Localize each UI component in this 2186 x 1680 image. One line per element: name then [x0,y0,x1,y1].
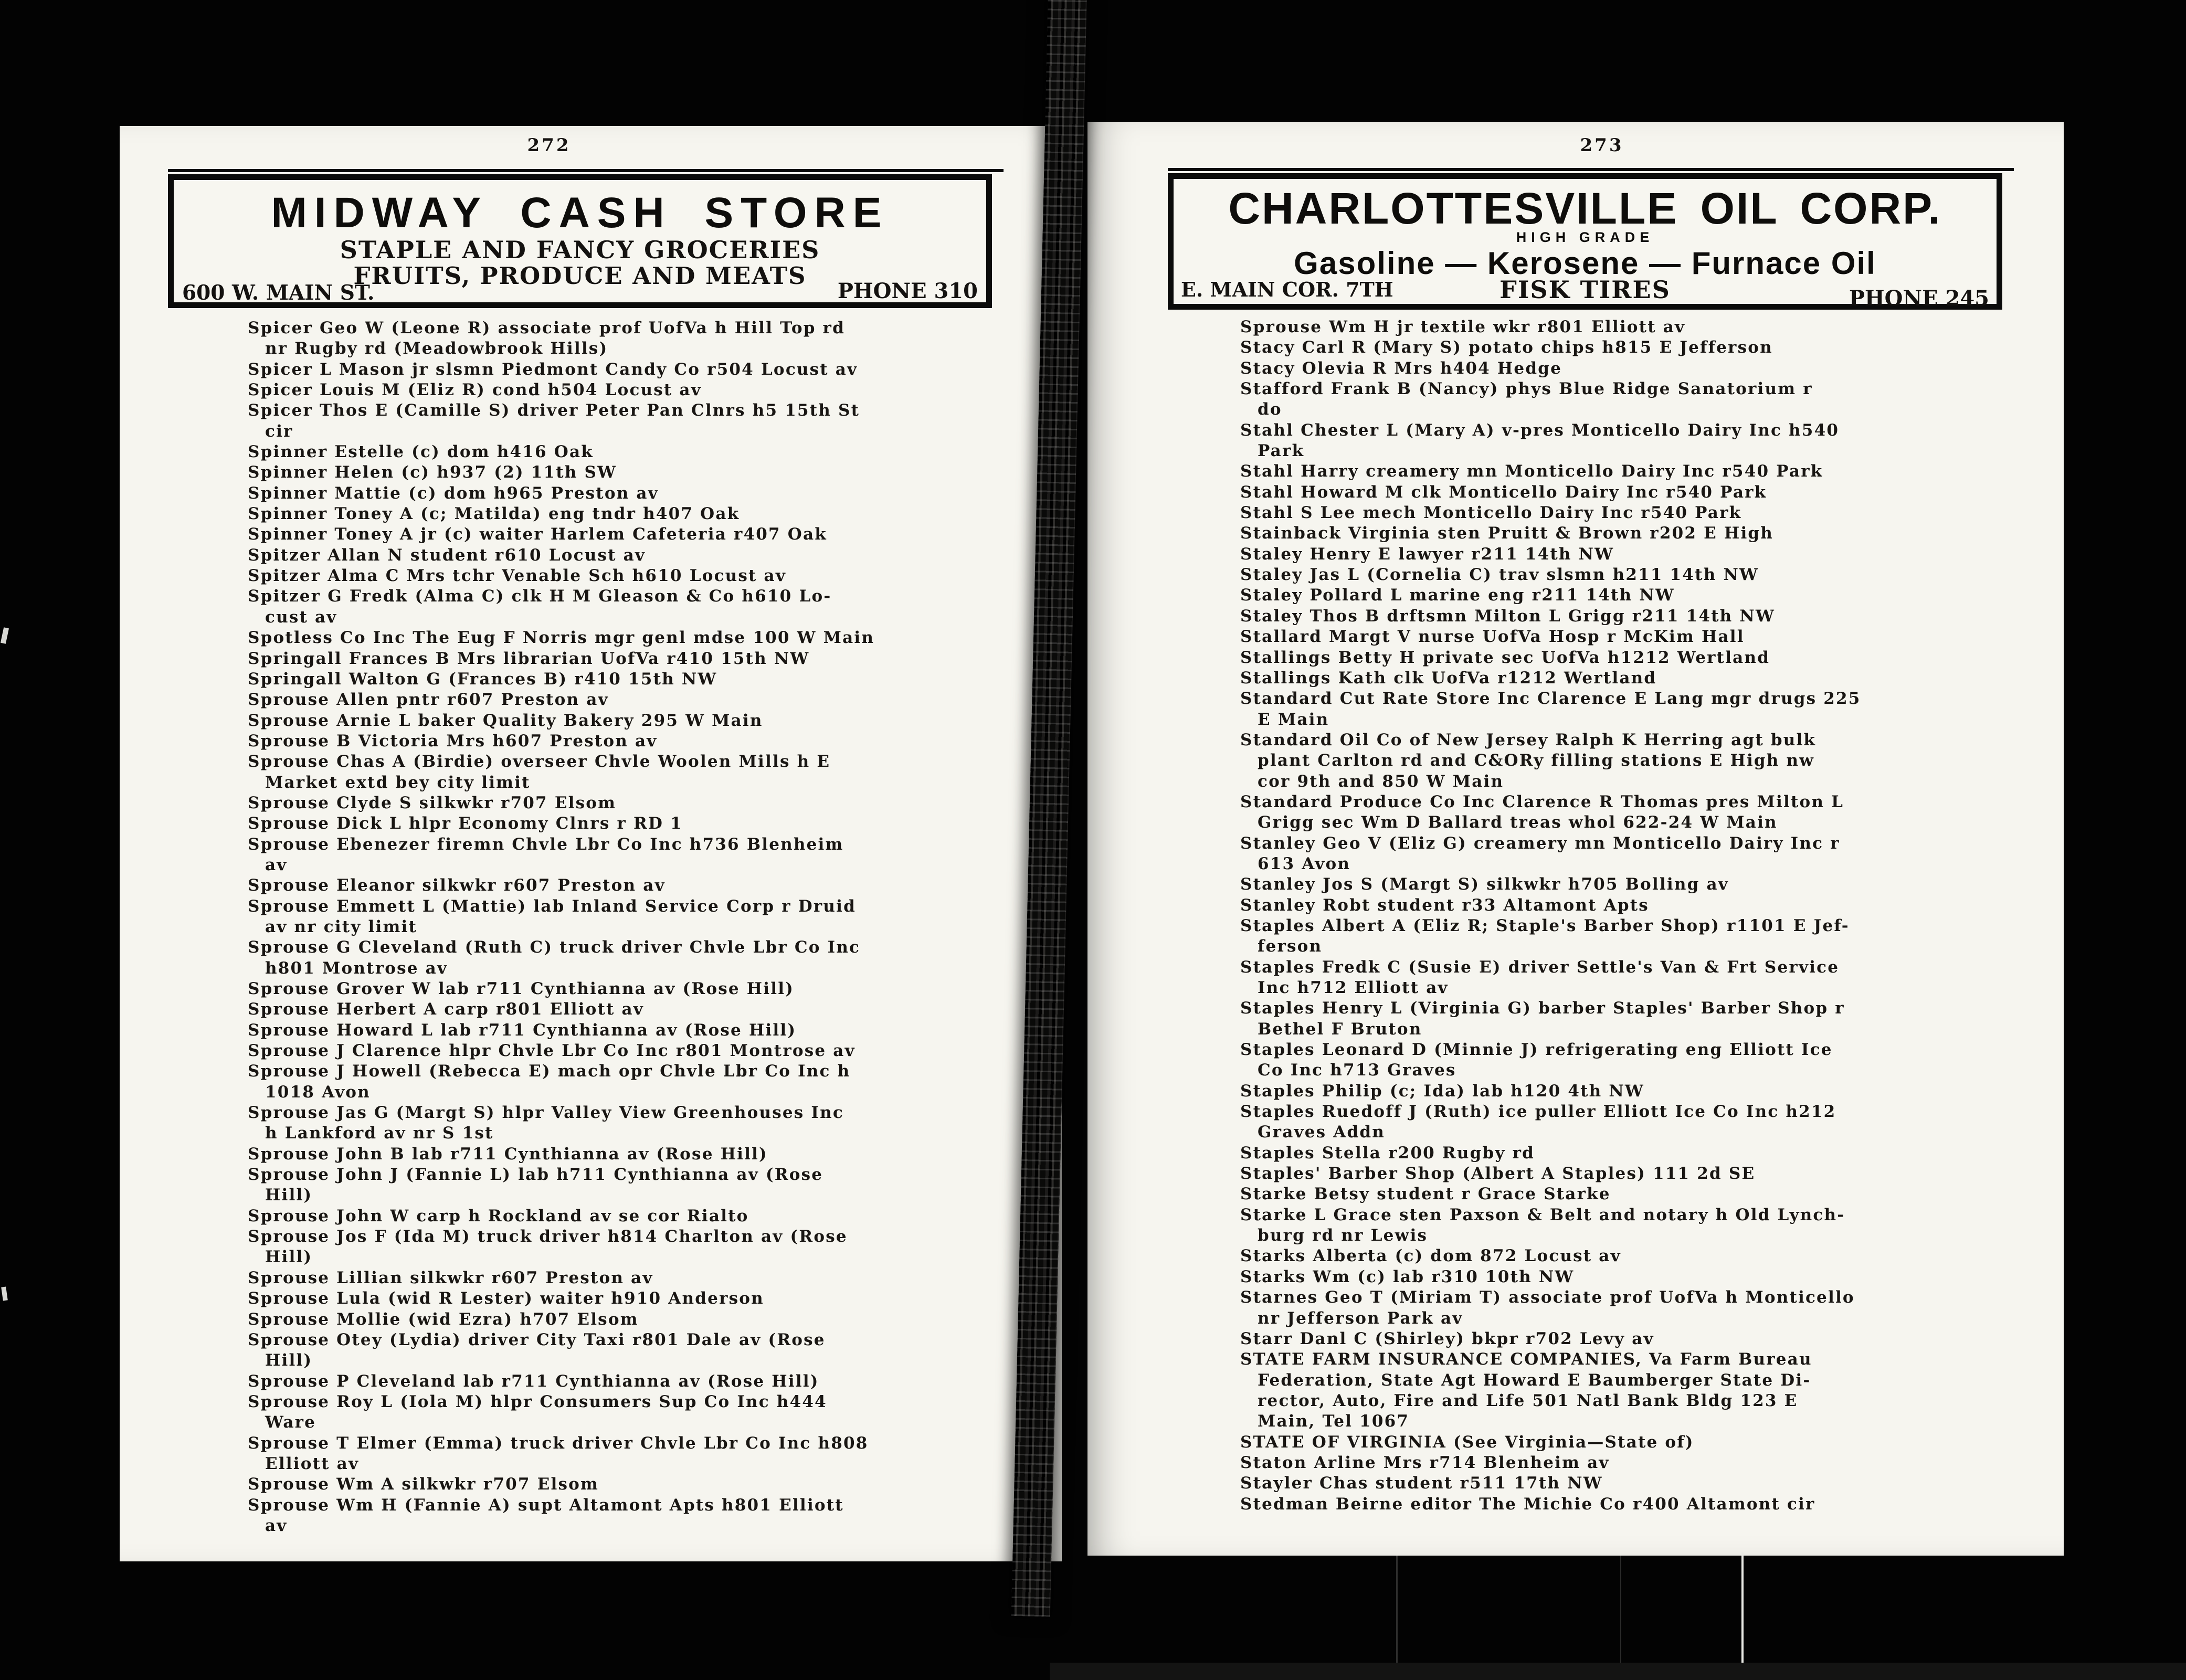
directory-entry-line: Standard Oil Co of New Jersey Ralph K Herring agt bulk [1240,730,1817,749]
directory-entry-line: Stahl Harry creamery mn Monticello Dairy Inc r540 Park [1240,462,1823,481]
directory-entry-line: Hill) [265,1351,313,1370]
directory-entry-line: Staley Thos B drftsmn Milton L Grigg r211 14th NW [1240,606,1775,626]
oil-corp-ad-title: CHARLOTTESVILLE OIL CORP. [1228,184,1942,233]
directory-entry-line: h Lankford av nr S 1st [265,1124,494,1143]
directory-entry-line: Staples Ruedoff J (Ruth) ice puller Elliott Ice Co Inc h212 [1240,1102,1836,1122]
directory-entry-line: Stanley Geo V (Eliz G) creamery mn Monticello Dairy Inc r [1240,833,1840,853]
oil-corp-products-line: Gasoline — Kerosene — Furnace Oil [1294,246,1876,281]
directory-entry-line: Sprouse Jos F (Ida M) truck driver h814 Charlton av (Rose [248,1227,848,1246]
midway-ad-address: 600 W. MAIN ST. [182,281,375,305]
directory-entry-line: h801 Montrose av [265,958,448,978]
directory-entry-line: Sprouse Wm H jr textile wkr r801 Elliott av [1240,318,1686,336]
directory-entry-line: Co Inc h713 Graves [1258,1061,1456,1080]
oil-corp-ad-phone: PHONE 245 [1849,286,1989,311]
directory-entry-line: Sprouse J Howell (Rebecca E) mach opr Chvle Lbr Co Inc h [248,1062,851,1081]
directory-entry-line: Spicer Geo W (Leone R) associate prof UofVa h Hill Top rd [248,319,845,337]
directory-entry-line: Spicer Thos E (Camille S) driver Peter Pan Clnrs h5 15th St [248,401,860,420]
directory-entry-line: Staley Pollard L marine eng r211 14th NW [1240,586,1675,605]
directory-entry-line: Starks Wm (c) lab r310 10th NW [1240,1267,1575,1286]
directory-entry-line: Graves Addn [1258,1123,1386,1142]
directory-entry-line: Sprouse Lula (wid R Lester) waiter h910 Anderson [248,1289,764,1308]
directory-entry-line: Sprouse Lillian silkwkr r607 Preston av [248,1268,653,1287]
directory-entry-line: Staley Jas L (Cornelia C) trav slsmn h211 14th NW [1240,565,1759,585]
directory-entry-line: Sprouse Eleanor silkwkr r607 Preston av [248,876,666,895]
directory-entry-line: Bethel F Bruton [1258,1019,1422,1039]
scan-streak-gray-2 [1620,1556,1621,1680]
directory-column-right [1240,317,2017,1515]
directory-entry-line: Elliott av [265,1454,360,1473]
directory-entry-line: Main, Tel 1067 [1258,1412,1410,1431]
directory-entry-line: Standard Produce Co Inc Clarence R Thomas pres Milton L [1240,792,1844,811]
directory-entry-line: Staples Fredk C (Susie E) driver Settle's Van & Frt Service [1240,957,1840,977]
directory-entry-line: nr Rugby rd (Meadowbrook Hills) [265,339,608,358]
directory-entry-line: Sprouse Chas A (Birdie) overseer Chvle Woolen Mills h E [248,752,831,772]
directory-entry-line: Spinner Helen (c) h937 (2) 11th SW [248,463,617,482]
directory-entry-line: Sprouse J Clarence hlpr Chvle Lbr Co Inc r801 Montrose av [248,1041,856,1061]
directory-column-left [248,318,983,1536]
directory-entry-line: Staples Stella r200 Rugby rd [1240,1143,1535,1163]
page-number-left: 272 [527,135,571,156]
directory-entry-line: Sprouse Wm A silkwkr r707 Elsom [248,1475,599,1494]
directory-entry-line: Park [1258,441,1305,461]
midway-ad-title: MIDWAY CASH STORE [271,189,889,237]
directory-entry-line: Sprouse Dick L hlpr Economy Clnrs r RD 1 [248,814,683,833]
directory-entry-line: plant Carlton rd and C&ORy filling stations E High nw [1258,751,1815,770]
directory-entry-line: cust av [265,607,337,627]
directory-entry-line: Sprouse Arnie L baker Quality Bakery 295 W Main [248,711,763,730]
directory-entry-line: Stacy Carl R (Mary S) potato chips h815 E Jefferson [1240,338,1773,357]
directory-entry-line: Hill) [265,1186,313,1205]
directory-entry-line: Stayler Chas student r511 17th NW [1240,1474,1603,1493]
midway-ad-box [168,174,992,308]
ad-box-top-rule-left [168,169,1004,172]
directory-entry-line: Sprouse Clyde S silkwkr r707 Elsom [248,793,617,812]
directory-entry-line: Sprouse G Cleveland (Ruth C) truck driver Chvle Lbr Co Inc [248,938,861,957]
directory-entry-line: Stahl Chester L (Mary A) v-pres Monticello Dairy Inc h540 [1240,420,1840,440]
directory-entry-line: Spitzer G Fredk (Alma C) clk H M Gleason & Co h610 Lo- [248,587,832,606]
directory-entry-line: Inc h712 Elliott av [1258,978,1449,997]
directory-entry-line: Stahl S Lee mech Monticello Dairy Inc r540 Park [1240,503,1742,523]
directory-entry-line: E Main [1258,710,1329,729]
midway-ad-subtitle-1: STAPLE AND FANCY GROCERIES [340,236,820,264]
directory-entry-line: Sprouse John J (Fannie L) lab h711 Cynthianna av (Rose [248,1165,823,1185]
directory-entry-line: Hill) [265,1248,313,1267]
directory-entry-line: Sprouse Allen pntr r607 Preston av [248,690,609,710]
directory-entry-line: Sprouse P Cleveland lab r711 Cynthianna av (Rose Hill) [248,1371,819,1391]
directory-entry-line: Spitzer Allan N student r610 Locust av [248,545,646,565]
directory-entry-line: Spinner Mattie (c) dom h965 Preston av [248,483,659,503]
directory-entry-line: Staples Philip (c; Ida) lab h120 4th NW [1240,1081,1644,1101]
directory-entry-line: Staton Arline Mrs r714 Blenheim av [1240,1453,1610,1472]
directory-entry-line: Spitzer Alma C Mrs tchr Venable Sch h610 Locust av [248,566,787,586]
scan-edge-band [1050,1663,2186,1680]
directory-entry-line: Spinner Estelle (c) dom h416 Oak [248,442,594,462]
directory-entry-line: Sprouse B Victoria Mrs h607 Preston av [248,731,658,751]
directory-entry-line: Stallard Margt V nurse UofVa Hosp r McKim Hall [1240,627,1745,647]
directory-entry-line: Stallings Kath clk UofVa r1212 Wertland [1240,668,1657,688]
directory-entry-line: av [265,855,288,874]
directory-entry-line: cor 9th and 850 W Main [1258,772,1504,791]
directory-entry-line: Staples Leonard D (Minnie J) refrigerating eng Elliott Ice [1240,1040,1833,1060]
directory-entry-line: Sprouse Ebenezer firemn Chvle Lbr Co Inc h736 Blenheim [248,834,844,854]
directory-entry-line: Sprouse Otey (Lydia) driver City Taxi r801 Dale av (Rose [248,1330,826,1349]
scan-streak-white [1741,1552,1744,1676]
directory-entry-line: Springall Walton G (Frances B) r410 15th NW [248,669,717,689]
scan-streak-gray-1 [1396,1556,1398,1680]
scan-speck-1 [1,627,9,643]
directory-entry-line: av [265,1516,288,1535]
directory-entry-line: Spinner Toney A jr (c) waiter Harlem Cafeteria r407 Oak [248,525,827,544]
directory-entry-line: Stafford Frank B (Nancy) phys Blue Ridge Sanatorium r [1240,379,1813,399]
oil-corp-center-note: FISK TIRES [1499,276,1671,304]
directory-entry-line: Sprouse Herbert A carp r801 Elliott av [248,1000,644,1019]
directory-entry-line: av nr city limit [265,917,417,936]
directory-entry-line: STATE FARM INSURANCE COMPANIES, Va Farm Bureau [1240,1350,1812,1369]
directory-entry-line: Staley Henry E lawyer r211 14th NW [1240,544,1614,564]
directory-entry-line: Sprouse Emmett L (Mattie) lab Inland Service Corp r Druid [248,896,856,916]
directory-entry-line: Standard Cut Rate Store Inc Clarence E Lang mgr drugs 225 [1240,689,1861,709]
directory-entry-line: Starks Alberta (c) dom 872 Locust av [1240,1246,1621,1266]
directory-entry-line: 613 Avon [1258,854,1351,873]
midway-ad-phone: PHONE 310 [837,279,978,303]
directory-entry-line: burg rd nr Lewis [1258,1226,1428,1245]
directory-entry-line: Starke L Grace sten Paxson & Belt and notary h Old Lynch- [1240,1205,1845,1224]
scan-speck-2 [1,1287,8,1301]
directory-entry-line: Sprouse Wm H (Fannie A) supt Altamont Apts h801 Elliott [248,1495,844,1515]
directory-entry-line: Sprouse John W carp h Rockland av se cor Rialto [248,1206,749,1225]
page-right [1087,122,2064,1556]
directory-entry-line: do [1258,400,1282,419]
directory-entry-line: Stanley Jos S (Margt S) silkwkr h705 Bolling av [1240,875,1729,894]
directory-entry-line: Stainback Virginia sten Pruitt & Brown r202 E High [1240,524,1774,543]
directory-entry-line: Sprouse John B lab r711 Cynthianna av (Rose Hill) [248,1144,768,1164]
directory-entry-line: Sprouse Roy L (Iola M) hlpr Consumers Sup Co Inc h444 [248,1392,827,1411]
directory-entry-line: Ware [265,1413,316,1432]
directory-entry-line: Sprouse Jas G (Margt S) hlpr Valley View Greenhouses Inc [248,1103,844,1123]
directory-entry-line: Spicer Louis M (Eliz R) cond h504 Locust av [248,381,702,400]
directory-entry-line: Sprouse T Elmer (Emma) truck driver Chvle Lbr Co Inc h808 [248,1433,869,1453]
directory-entry-line: rector, Auto, Fire and Life 501 Natl Bank Bldg 123 E [1258,1391,1798,1410]
midway-ad-subtitle-2: FRUITS, PRODUCE AND MEATS [353,262,807,290]
directory-entry-line: Stanley Robt student r33 Altamont Apts [1240,895,1649,915]
directory-entry-line: Springall Frances B Mrs librarian UofVa r410 15th NW [248,649,810,668]
directory-entry-line: Sprouse Grover W lab r711 Cynthianna av (Rose Hill) [248,979,795,998]
directory-entry-line: ferson [1258,937,1323,956]
directory-entry-line: Stacy Olevia R Mrs h404 Hedge [1240,358,1562,378]
directory-entry-line: Spicer L Mason jr slsmn Piedmont Candy Co r504 Locust av [248,360,858,379]
directory-entry-line: Market extd bey city limit [265,773,531,792]
directory-entry-line: Starnes Geo T (Miriam T) associate prof UofVa h Monticello [1240,1288,1855,1307]
directory-entry-line: Staples Henry L (Virginia G) barber Staples' Barber Shop r [1240,999,1845,1018]
directory-entry-line: Stahl Howard M clk Monticello Dairy Inc r540 Park [1240,482,1767,502]
oil-corp-ad-address: E. MAIN COR. 7TH [1181,278,1393,301]
directory-entry-line: Sprouse Howard L lab r711 Cynthianna av (Rose Hill) [248,1020,797,1040]
page-left [120,126,1062,1561]
directory-entry-line: Stedman Beirne editor The Michie Co r400 Altamont cir [1240,1494,1815,1514]
oil-corp-ad-box [1168,173,2002,310]
directory-entry-line: 1018 Avon [265,1082,371,1102]
directory-entry-line: Staples' Barber Shop (Albert A Staples) 111 2d SE [1240,1164,1756,1184]
directory-entry-line: Spotless Co Inc The Eug F Norris mgr genl mdse 100 W Main [248,628,875,648]
directory-entry-line: nr Jefferson Park av [1258,1308,1463,1328]
directory-entry-line: Starr Danl C (Shirley) bkpr r702 Levy av [1240,1329,1654,1348]
directory-entry-line: Stallings Betty H private sec UofVa h1212 Wertland [1240,648,1770,667]
directory-entry-line: Grigg sec Wm D Ballard treas whol 622-24 W Main [1258,813,1778,832]
ad-box-top-rule-right [1168,168,2014,171]
oil-corp-grade-line: HIGH GRADE [1516,229,1654,245]
page-number-right: 273 [1580,135,1624,156]
directory-entry-line: STATE OF VIRGINIA (See Virginia—State of) [1240,1432,1694,1452]
directory-entry-line: Staples Albert A (Eliz R; Staple's Barber Shop) r1101 E Jef- [1240,916,1850,935]
directory-entry-line: Sprouse Mollie (wid Ezra) h707 Elsom [248,1309,639,1329]
directory-entry-line: Spinner Toney A (c; Matilda) eng tndr h407 Oak [248,504,740,524]
directory-entry-line: Starke Betsy student r Grace Starke [1240,1185,1611,1204]
directory-entry-line: Federation, State Agt Howard E Baumberger State Di- [1258,1370,1811,1390]
directory-entry-line: cir [265,421,293,441]
